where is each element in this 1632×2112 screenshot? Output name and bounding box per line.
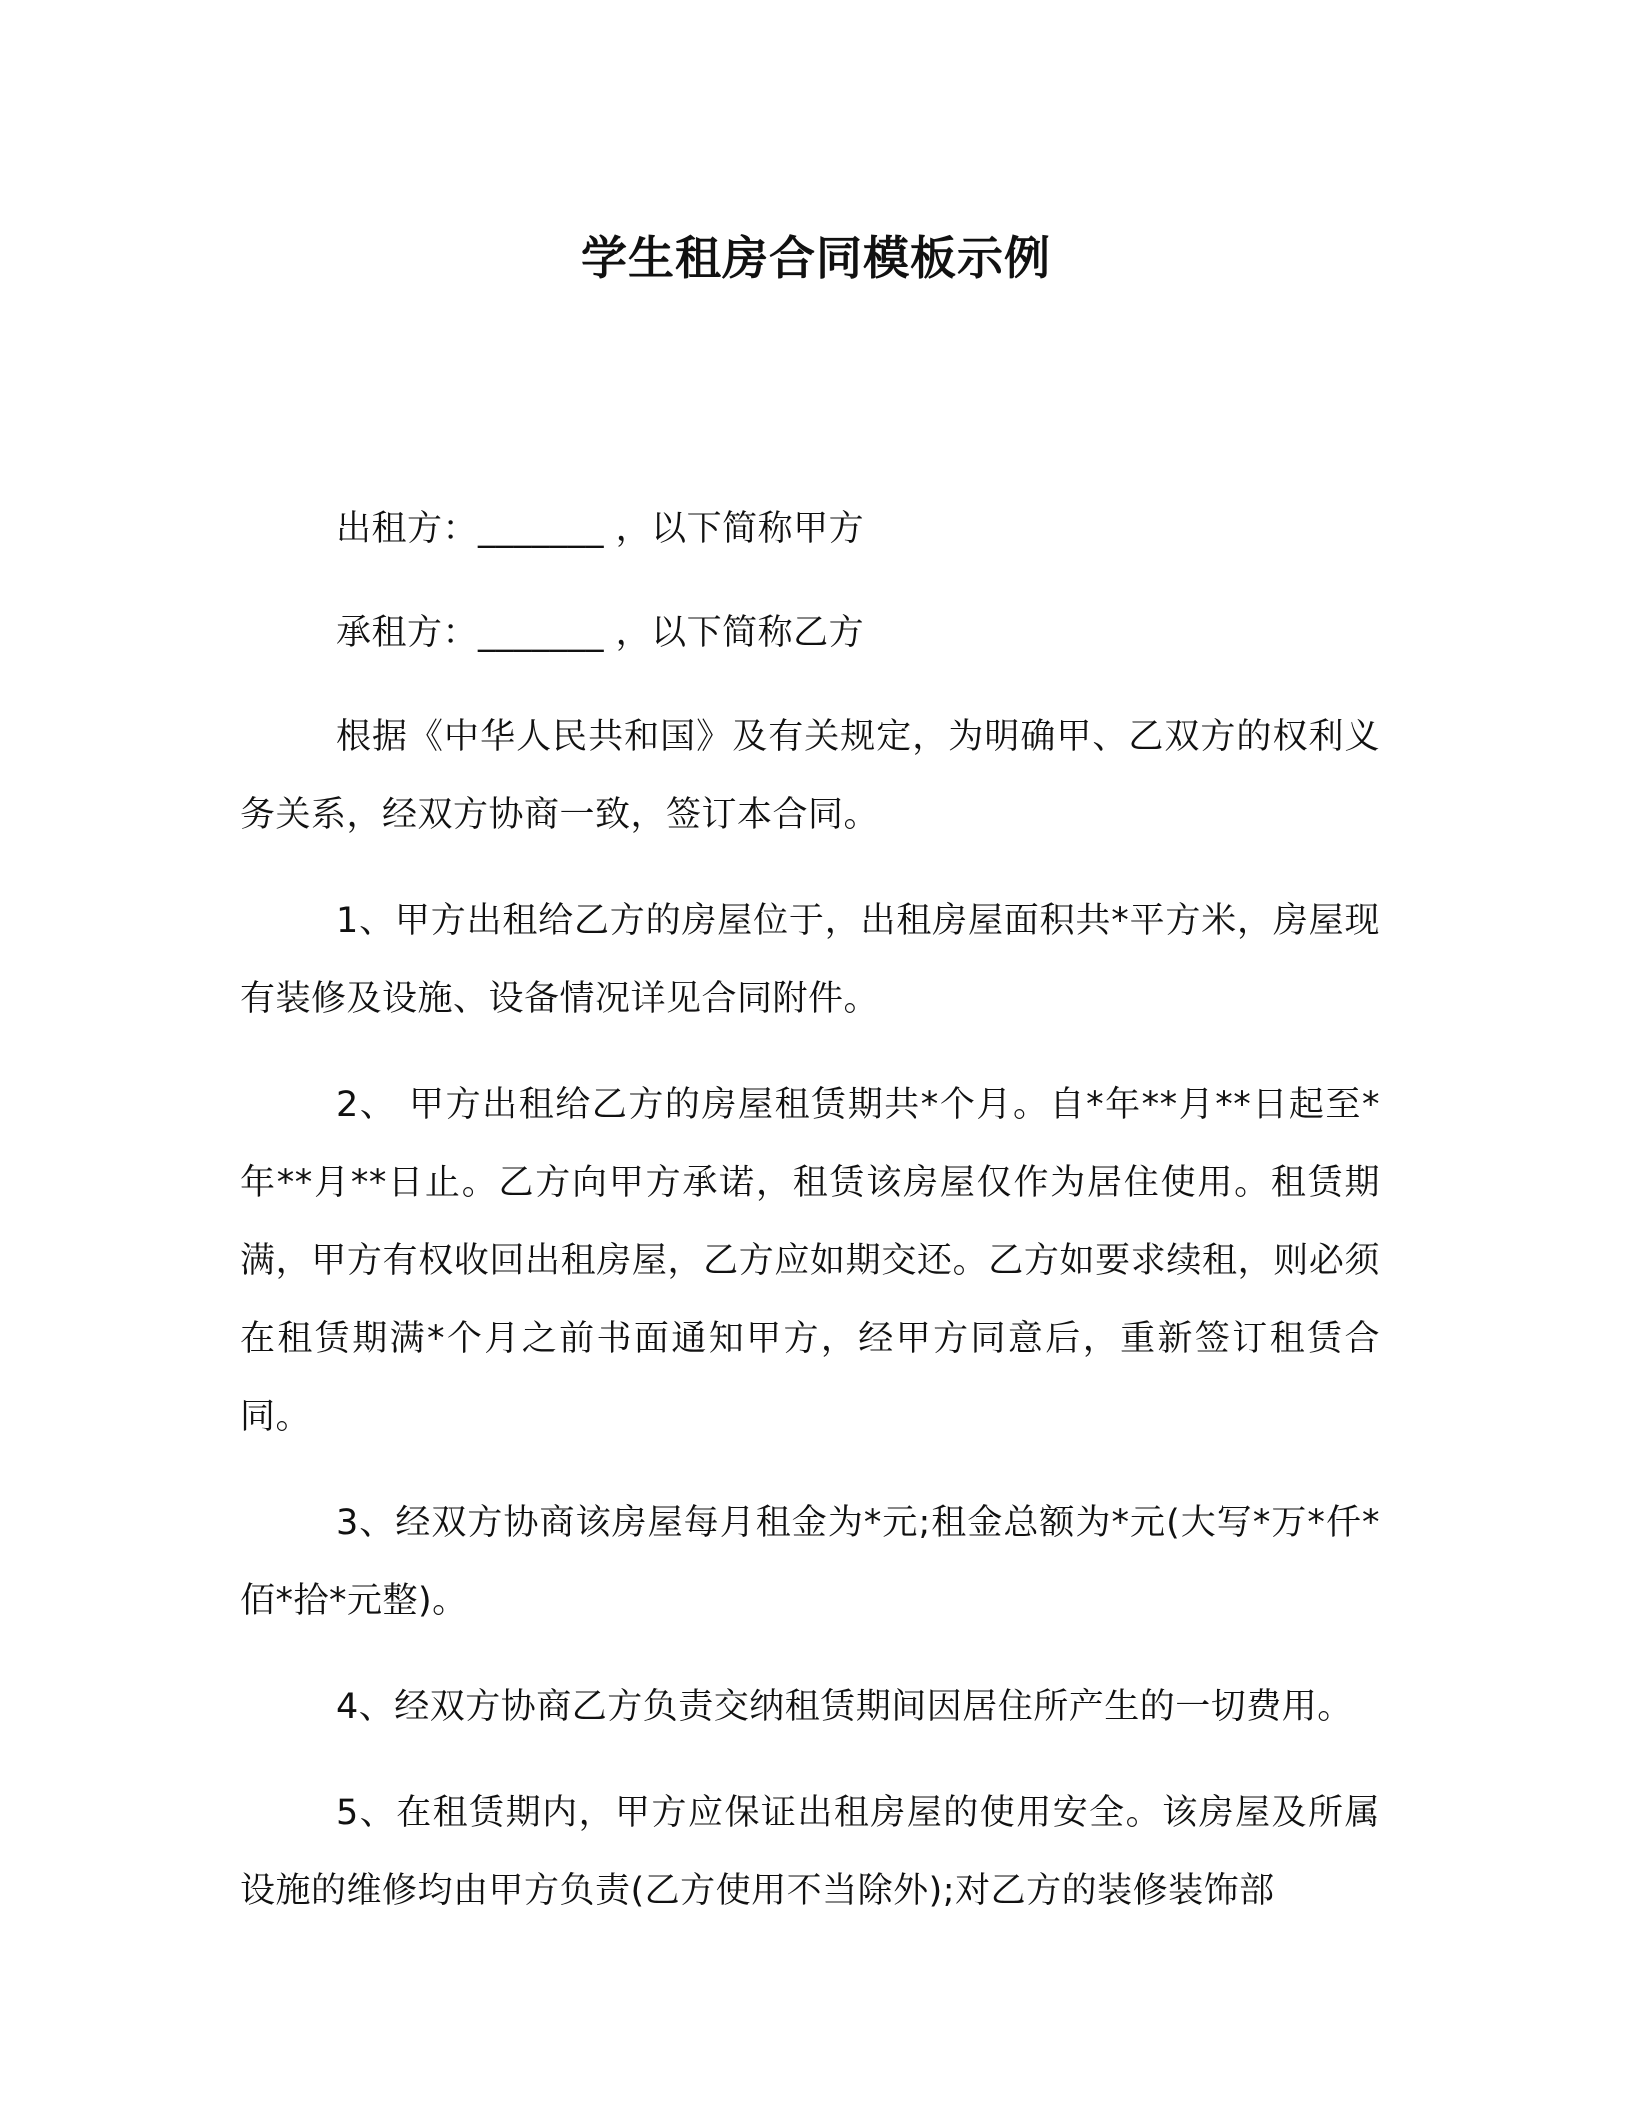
preamble-paragraph: 根据《中华人民共和国》及有关规定，为明确甲、乙双方的权利义务关系，经双方协商一致，签订本合同。 [240,717,1380,835]
document-body [240,490,1380,1958]
clause-4-paragraph: 4、经双方协商乙方负责交纳租赁期间因居住所产生的一切费用。 [336,1687,1353,1727]
clause-3-paragraph: 3、经双方协商该房屋每月租金为*元;租金总额为*元(大写*万*仟*佰*拾*元整)。 [240,1503,1380,1621]
lessor-line: 出租方：_______ ，以下简称甲方 [336,509,865,549]
clause-5-paragraph: 5、在租赁期内，甲方应保证出租房屋的使用安全。该房屋及所属设施的维修均由甲方负责(乙方使用不当除外);对乙方的装修装饰部 [240,1793,1380,1911]
document-title: 学生租房合同模板示例 [581,231,1051,285]
clause-1-paragraph: 1、甲方出租给乙方的房屋位于，出租房屋面积共*平方米，房屋现有装修及设施、设备情况详见合同附件。 [240,901,1380,1019]
lessee-line: 承租方：_______ ，以下简称乙方 [336,613,865,653]
clause-2-paragraph: 2、 甲方出租给乙方的房屋租赁期共*个月。自*年**月**日起至*年**月**日止。乙方向甲方承诺，租赁该房屋仅作为居住使用。租赁期满，甲方有权收回出租房屋，乙方应如期交还。乙方如要求续租，则必须在租赁期满*个月之前书面通知甲方，经甲方同意后，重新签订租赁合同。 [240,1085,1380,1437]
